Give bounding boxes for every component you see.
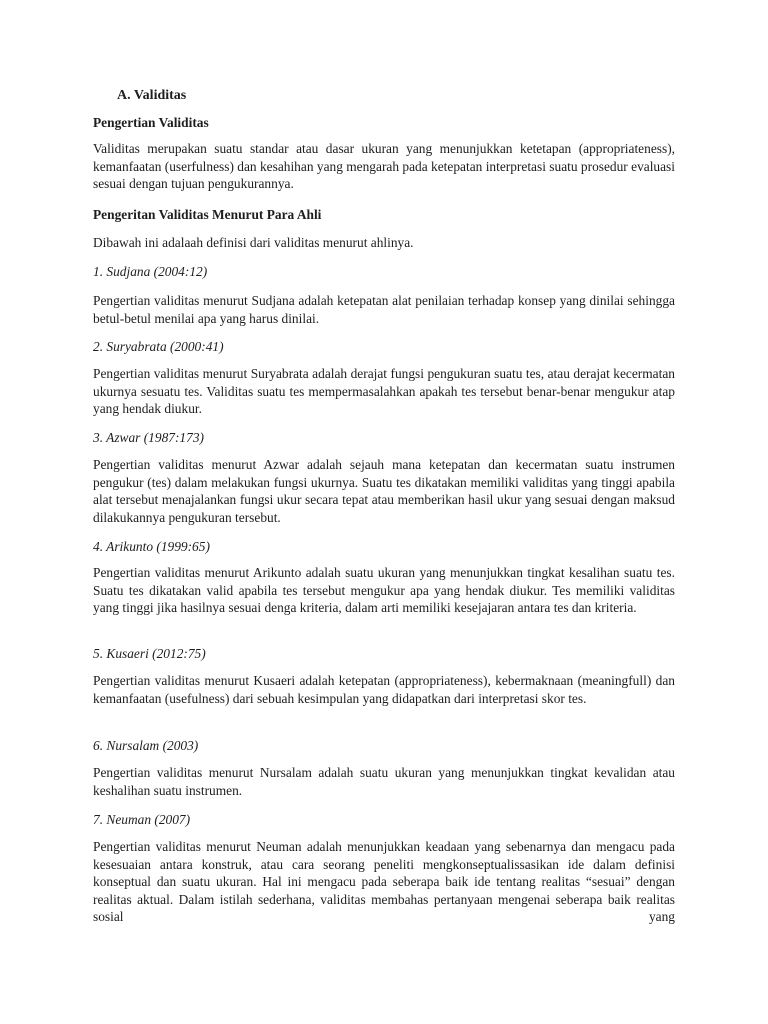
section-heading: A. Validitas <box>117 88 187 103</box>
expert-title-azwar: 3. Azwar (1987:173) <box>93 430 204 445</box>
expert-title-neuman: 7. Neuman (2007) <box>93 812 191 827</box>
expert-paragraph-azwar: Pengertian validitas menurut Azwar adalah sejauh mana ketepatan dan kecermatan suatu instrumen pengukur (tes) dalam melakukan fungsi ukurnya. Suatu tes dikatakan memiliki validitas yang tinggi apabila alat tersebut menajalankan fungsi ukur secara tepat atau memberikan hasil ukur yang sesuai dengan maksud dilakukannya pengukuran tersebut. <box>93 457 675 525</box>
definition-heading: Pengertian Validitas <box>93 115 209 130</box>
expert-title-suryabrata: 2. Suryabrata (2000:41) <box>93 339 224 354</box>
expert-title-nursalam: 6. Nursalam (2003) <box>93 738 199 753</box>
intro-paragraph: Dibawah ini adalaah definisi dari validitas menurut ahlinya. <box>93 235 414 250</box>
expert-title-arikunto: 4. Arikunto (1999:65) <box>93 539 210 554</box>
expert-paragraph-sudjana: Pengertian validitas menurut Sudjana adalah ketepatan alat penilaian terhadap konsep yang dinilai sehingga betul-betul menilai apa yang harus dinilai. <box>93 293 675 326</box>
expert-paragraph-nursalam: Pengertian validitas menurut Nursalam adalah suatu ukuran yang menunjukkan tingkat kevalidan atau keshalihan suatu instrumen. <box>93 765 675 798</box>
expert-paragraph-neuman: Pengertian validitas menurut Neuman adalah menunjukkan keadaan yang sebenarnya dan mengacu pada kesesuaian antara konstruk, atau cara seorang peneliti mengkonseptualissasikan ide dalam definisi konseptual dan suatu ukuran. Hal ini mengacu pada seberapa baik ide tentang realitas “sesuai” dengan realitas aktual. Dalam istilah sederhana, validitas membahas pertanyaan mengenai seberapa baik realitas sosial yang <box>93 839 675 924</box>
experts-heading: Pengeritan Validitas Menurut Para Ahli <box>93 207 322 222</box>
expert-title-sudjana: 1. Sudjana (2004:12) <box>93 264 208 279</box>
expert-paragraph-kusaeri: Pengertian validitas menurut Kusaeri adalah ketepatan (appropriateness), kebermaknaan (meaningfull) dan kemanfaatan (usefulness) dari sebuah kesimpulan yang didapatkan dari interpretasi skor tes. <box>93 673 675 706</box>
expert-paragraph-suryabrata: Pengertian validitas menurut Suryabrata adalah derajat fungsi pengukuran suatu tes, atau derajat kecermatan ukurnya sesuatu tes. Validitas suatu tes mempermasalahkan apakah tes tersebut benar-benar mengukur atap yang hendak diukur. <box>93 366 675 416</box>
expert-title-kusaeri: 5. Kusaeri (2012:75) <box>93 646 206 661</box>
definition-paragraph: Validitas merupakan suatu standar atau dasar ukuran yang menunjukkan ketetapan (appropriateness), kemanfaatan (userfulness) dan kesahihan yang mengarah pada ketepatan interpretasi suatu prosedur evaluasi sesuai dengan tujuan pengukurannya. <box>93 141 675 191</box>
expert-paragraph-arikunto: Pengertian validitas menurut Arikunto adalah suatu ukuran yang menunjukkan tingkat kesalihan suatu tes. Suatu tes dikatakan valid apabila tes tersebut mengukur apa yang hendak diukur. Tes memiliki validitas yang tinggi jika hasilnya sesuai denga kriteria, dalam arti memiliki kesejajaran antara tes dan kriteria. <box>93 565 675 615</box>
